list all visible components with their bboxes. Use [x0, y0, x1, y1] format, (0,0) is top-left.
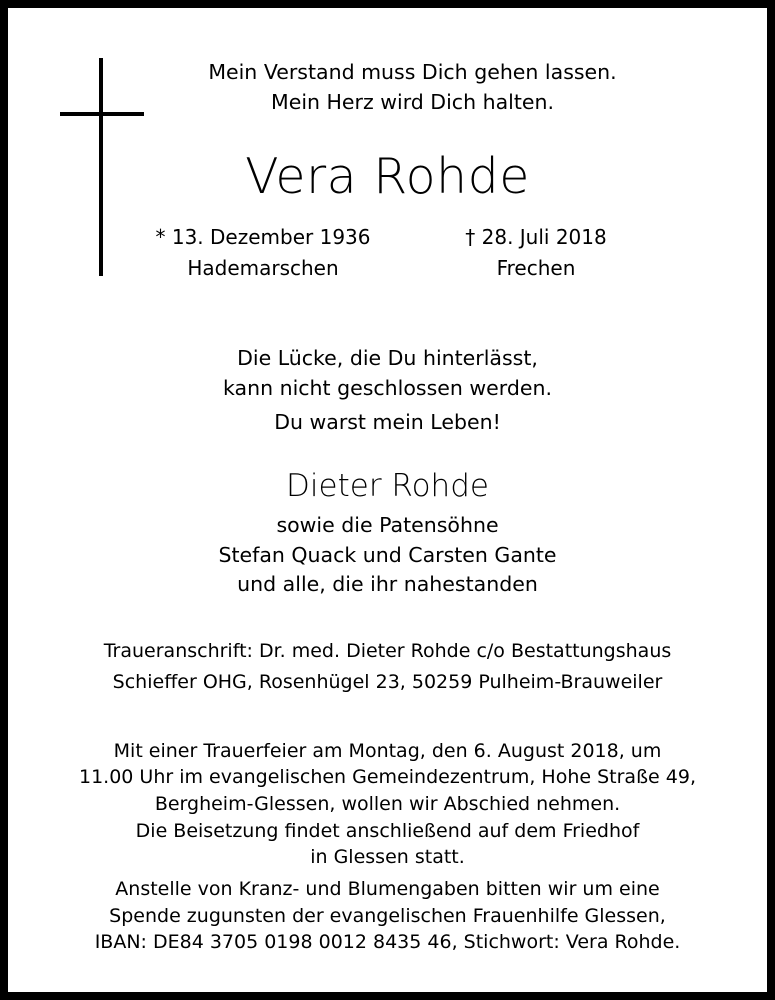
address-line-1: Traueranschrift: Dr. med. Dieter Rohde c/o Bestattungshaus	[103, 640, 672, 662]
verse-line-1: Die Lücke, die Du hinterlässt,	[237, 346, 538, 370]
motto-line-1: Mein Verstand muss Dich gehen lassen.	[208, 60, 617, 84]
ceremony-line-2: 11.00 Uhr im evangelischen Gemeindezentrum, Hohe Straße 49,	[79, 766, 696, 788]
deceased-name: Vera Rohde	[245, 148, 530, 205]
verse-line-3: Du warst mein Leben!	[274, 410, 501, 434]
verse-line-2: kann nicht geschlossen werden.	[223, 376, 552, 400]
mourner-line-1: sowie die Patensöhne	[276, 513, 499, 537]
motto-line-2: Mein Herz wird Dich halten.	[271, 90, 554, 114]
ceremony-line-8: IBAN: DE84 3705 0198 0012 8435 46, Stichwort: Vera Rohde.	[94, 931, 681, 953]
ceremony-line-4: Die Beisetzung findet anschließend auf dem Friedhof	[135, 820, 640, 842]
birth-place: Hademarschen	[187, 256, 339, 280]
ceremony-line-3: Bergheim-Glessen, wollen wir Abschied nehmen.	[154, 793, 621, 815]
ceremony-line-5: in Glessen statt.	[310, 846, 465, 868]
address-line-2: Schieffer OHG, Rosenhügel 23, 50259 Pulheim-Brauweiler	[112, 671, 663, 693]
mourner-name: Dieter Rohde	[286, 468, 489, 504]
ceremony-line-1: Mit einer Trauerfeier am Montag, den 6. August 2018, um	[113, 740, 662, 762]
death-place: Frechen	[496, 256, 576, 280]
mourner-line-3: und alle, die ihr nahestanden	[237, 572, 538, 596]
death-date: † 28. Juli 2018	[465, 225, 607, 249]
mourner-line-2: Stefan Quack und Carsten Gante	[218, 543, 557, 567]
ceremony-line-7: Spende zugunsten der evangelischen Frauenhilfe Glessen,	[109, 905, 666, 927]
birth-date: * 13. Dezember 1936	[155, 225, 371, 249]
ceremony-line-6: Anstelle von Kranz- und Blumengaben bitten wir um eine	[115, 878, 660, 900]
